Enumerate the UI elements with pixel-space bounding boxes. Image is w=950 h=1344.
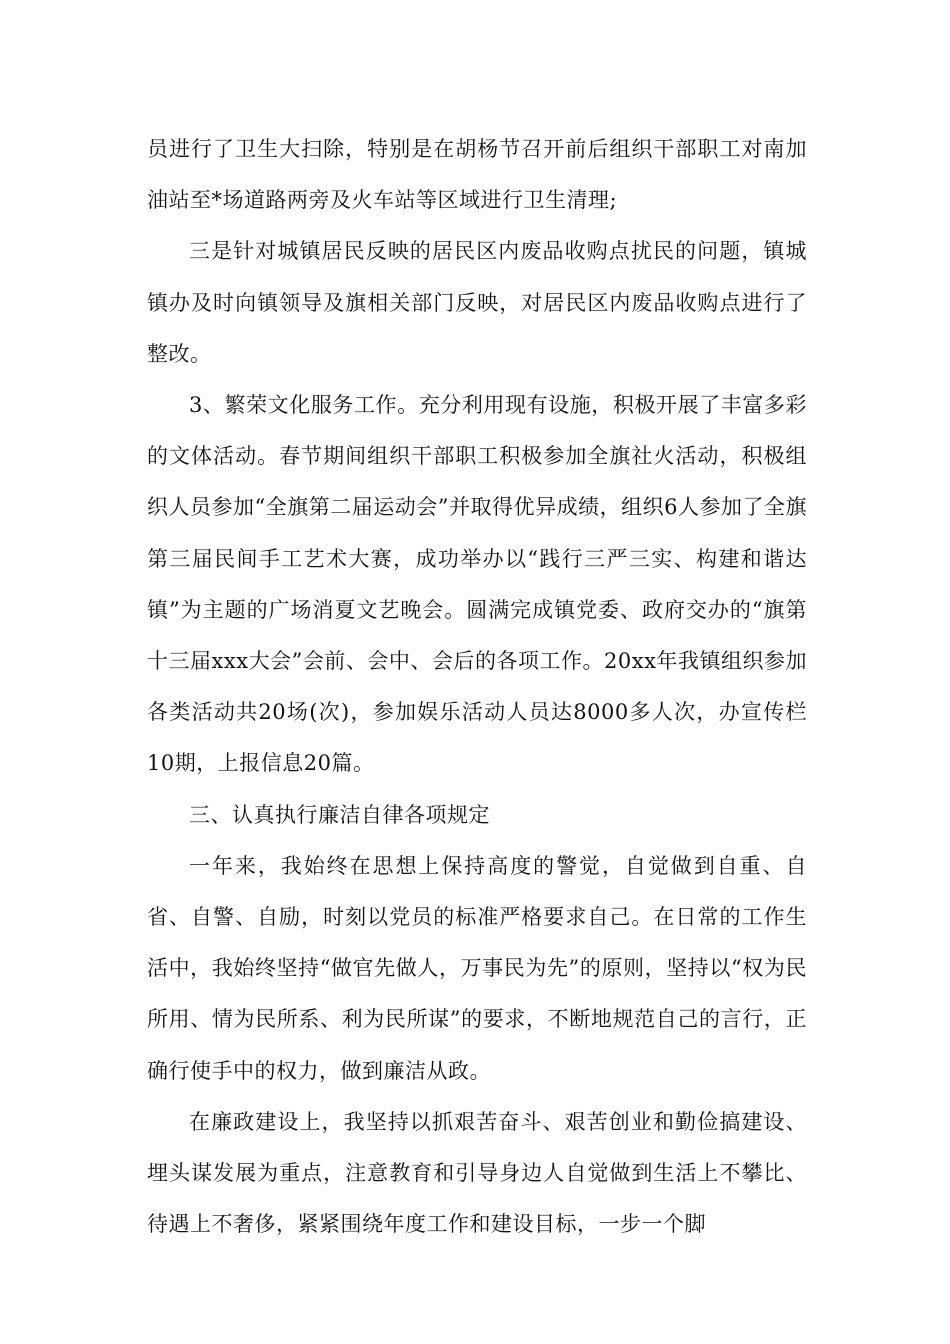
paragraph-integrity: 在廉政建设上，我坚持以抓艰苦奋斗、艰苦创业和勤俭搞建设、埋头谋发展为重点，注意教育和引导身边人自觉做到生活上不攀比、待遇上不奢侈，紧紧围绕年度工作和建设目标，一步一个脚 bbox=[147, 1109, 807, 1237]
paragraph-item-three: 三是针对城镇居民反映的居民区内废品收购点扰民的问题，镇城镇办及时向镇领导及旗相关部门反映，对居民区内废品收购点进行了整改。 bbox=[147, 239, 807, 366]
paragraph-self-discipline: 一年来，我始终在思想上保持高度的警觉，自觉做到自重、自省、自警、自励，时刻以党员的标准严格要求自己。在日常的工作生活中，我始终坚持“做官先做人，万事民为先”的原则，坚持以“权为民所用、情为民所系、利为民所谋”的要求，不断地规范自己的言行，正确行使手中的权力，做到廉洁从政。 bbox=[147, 853, 807, 1083]
paragraph-culture-service: 3、繁荣文化服务工作。充分利用现有设施，积极开展了丰富多彩的文体活动。春节期间组织干部职工积极参加全旗社火活动，积极组织人员参加“全旗第二届运动会”并取得优异成绩，组织6人参加了全旗第三届民间手工艺术大赛，成功举办以“践行三严三实、构建和谐达镇”为主题的广场消夏文艺晚会。圆满完成镇党委、政府交办的“旗第十三届xxx大会”会前、会中、会后的各项工作。20xx年我镇组织参加各类活动共20场(次)，参加娱乐活动人员达8000多人次，办宣传栏10期，上报信息20篇。 bbox=[147, 393, 807, 776]
document-body bbox=[147, 124, 807, 1250]
section-heading: 三、认真执行廉洁自律各项规定 bbox=[189, 802, 490, 827]
paragraph-continuation: 员进行了卫生大扫除，特别是在胡杨节召开前后组织干部职工对南加油站至*场道路两旁及火车站等区域进行卫生清理; bbox=[147, 137, 807, 213]
